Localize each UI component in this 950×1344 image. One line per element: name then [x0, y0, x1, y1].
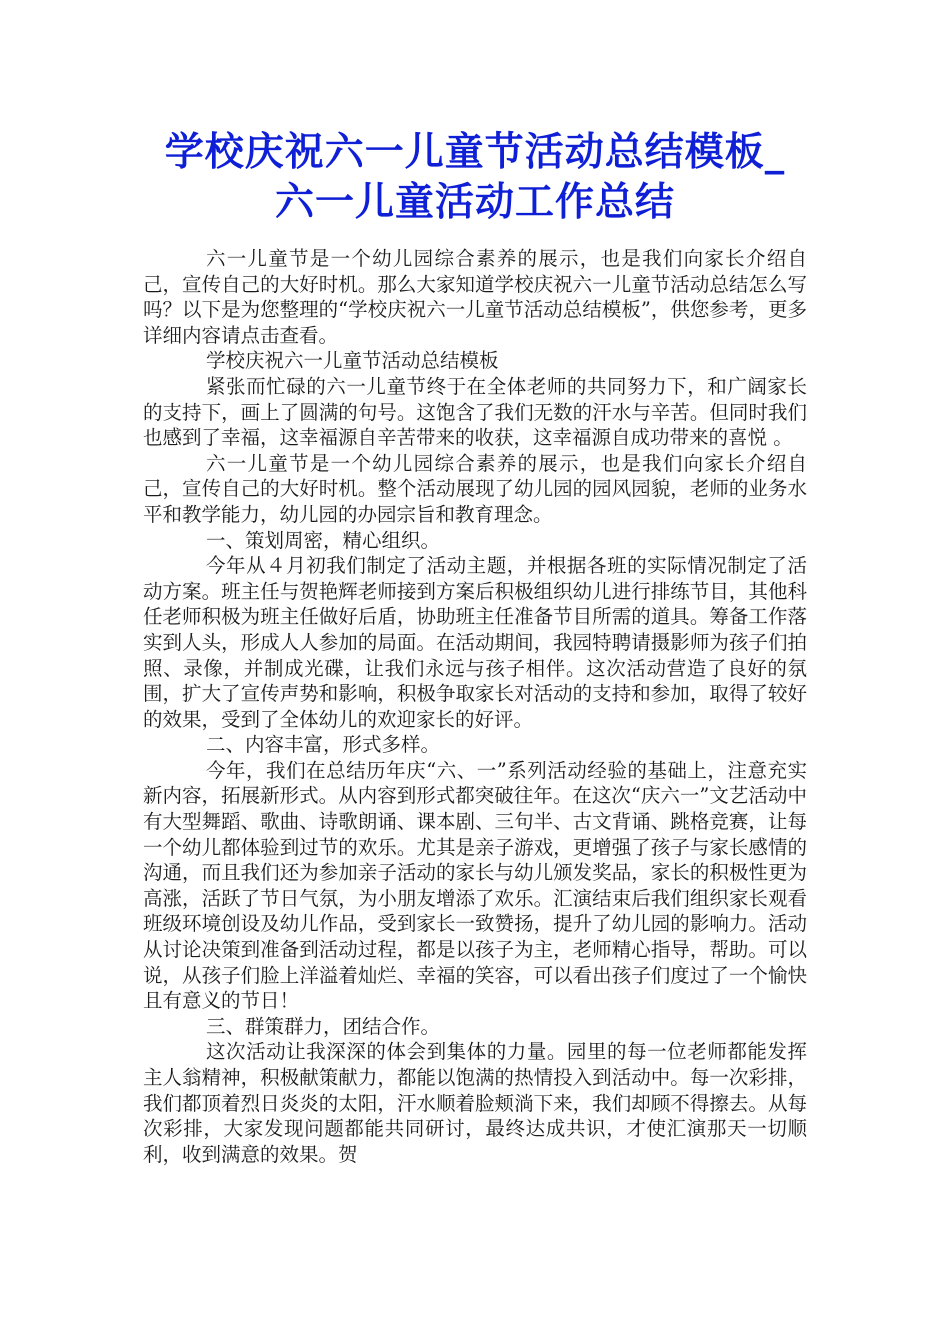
paragraph-content: 今年，我们在总结历年庆“六、一”系列活动经验的基础上，注意充实新内容，拓展新形式。从内容到形式都突破往年。在这次“庆六一”文艺活动中有大型舞蹈、歌曲、诗歌朗诵、课本剧、三句半、古文背诵、跳格竞赛，让每一个幼儿都体验到过节的欢乐。尤其是亲子游戏，更增强了孩子与家长感情的沟通，而且我们还为参加亲子活动的家长与幼儿颁发奖品，家长的积极性更为高涨，活跃了节日气氛，为小朋友增添了欢乐。汇演结束后我们组织家长观看班级环境创设及幼儿作品，受到家长一致赞扬，提升了幼儿园的影响力。活动从讨论决策到准备到活动过程，都是以孩子为主，老师精心指导，帮助。可以说，从孩子们脸上洋溢着灿烂、幸福的笑容，可以看出孩子们度过了一个愉快且有意义的节日！ [143, 758, 807, 1013]
document-body [143, 246, 807, 1167]
section-heading-2: 二、内容丰富，形式多样。 [206, 733, 441, 757]
paragraph-opening: 紧张而忙碌的六一儿童节终于在全体老师的共同努力下，和广阔家长的支持下，画上了圆满的句号。这饱含了我们无数的汗水与辛苦。但同时我们也感到了幸福，这幸福源自辛苦带来的收获，这幸福源自成功带来的喜悦 。 [143, 374, 807, 450]
paragraph-intro: 六一儿童节是一个幼儿园综合素养的展示，也是我们向家长介绍自己，宣传自己的大好时机。那么大家知道学校庆祝六一儿童节活动总结怎么写吗？以下是为您整理的“学校庆祝六一儿童节活动总结模板”，供您参考，更多详细内容请点击查看。 [143, 247, 807, 347]
section-heading-3: 三、群策群力，团结合作。 [206, 1014, 441, 1038]
paragraph-subtitle: 学校庆祝六一儿童节活动总结模板 [206, 349, 499, 373]
section-heading-1: 一、策划周密，精心组织。 [206, 528, 441, 552]
paragraph-showcase: 六一儿童节是一个幼儿园综合素养的展示，也是我们向家长介绍自己，宣传自己的大好时机。整个活动展现了幼儿园的园风园貌，老师的业务水平和教学能力，幼儿园的办园宗旨和教育理念。 [143, 451, 807, 526]
paragraph-teamwork: 这次活动让我深深的体会到集体的力量。园里的每一位老师都能发挥主人翁精神，积极献策献力，都能以饱满的热情投入到活动中。每一次彩排，我们都顶着烈日炎炎的太阳，汗水顺着脸颊淌下来，我们却顾不得擦去。从每次彩排，大家发现问题都能共同研讨，最终达成共识，才使汇演那天一切顺利，收到满意的效果。贺 [143, 1040, 807, 1166]
paragraph-planning: 今年从４月初我们制定了活动主题，并根据各班的实际情况制定了活动方案。班主任与贺艳辉老师接到方案后积极组织幼儿进行排练节目，其他科任老师积极为班主任做好后盾，协助班主任准备节目所需的道具。筹备工作落实到人头，形成人人参加的局面。在活动期间，我园特聘请摄影师为孩子们拍照、录像，并制成光碟，让我们永远与孩子相伴。这次活动营造了良好的氛围，扩大了宣传声势和影响，积极争取家长对活动的支持和参加，取得了较好的效果，受到了全体幼儿的欢迎家长的好评。 [143, 554, 807, 731]
title-line-1: 学校庆祝六一儿童节活动总结模板_ [164, 130, 786, 175]
title-line-2: 六一儿童活动工作总结 [274, 180, 675, 225]
document-title [100, 128, 850, 228]
